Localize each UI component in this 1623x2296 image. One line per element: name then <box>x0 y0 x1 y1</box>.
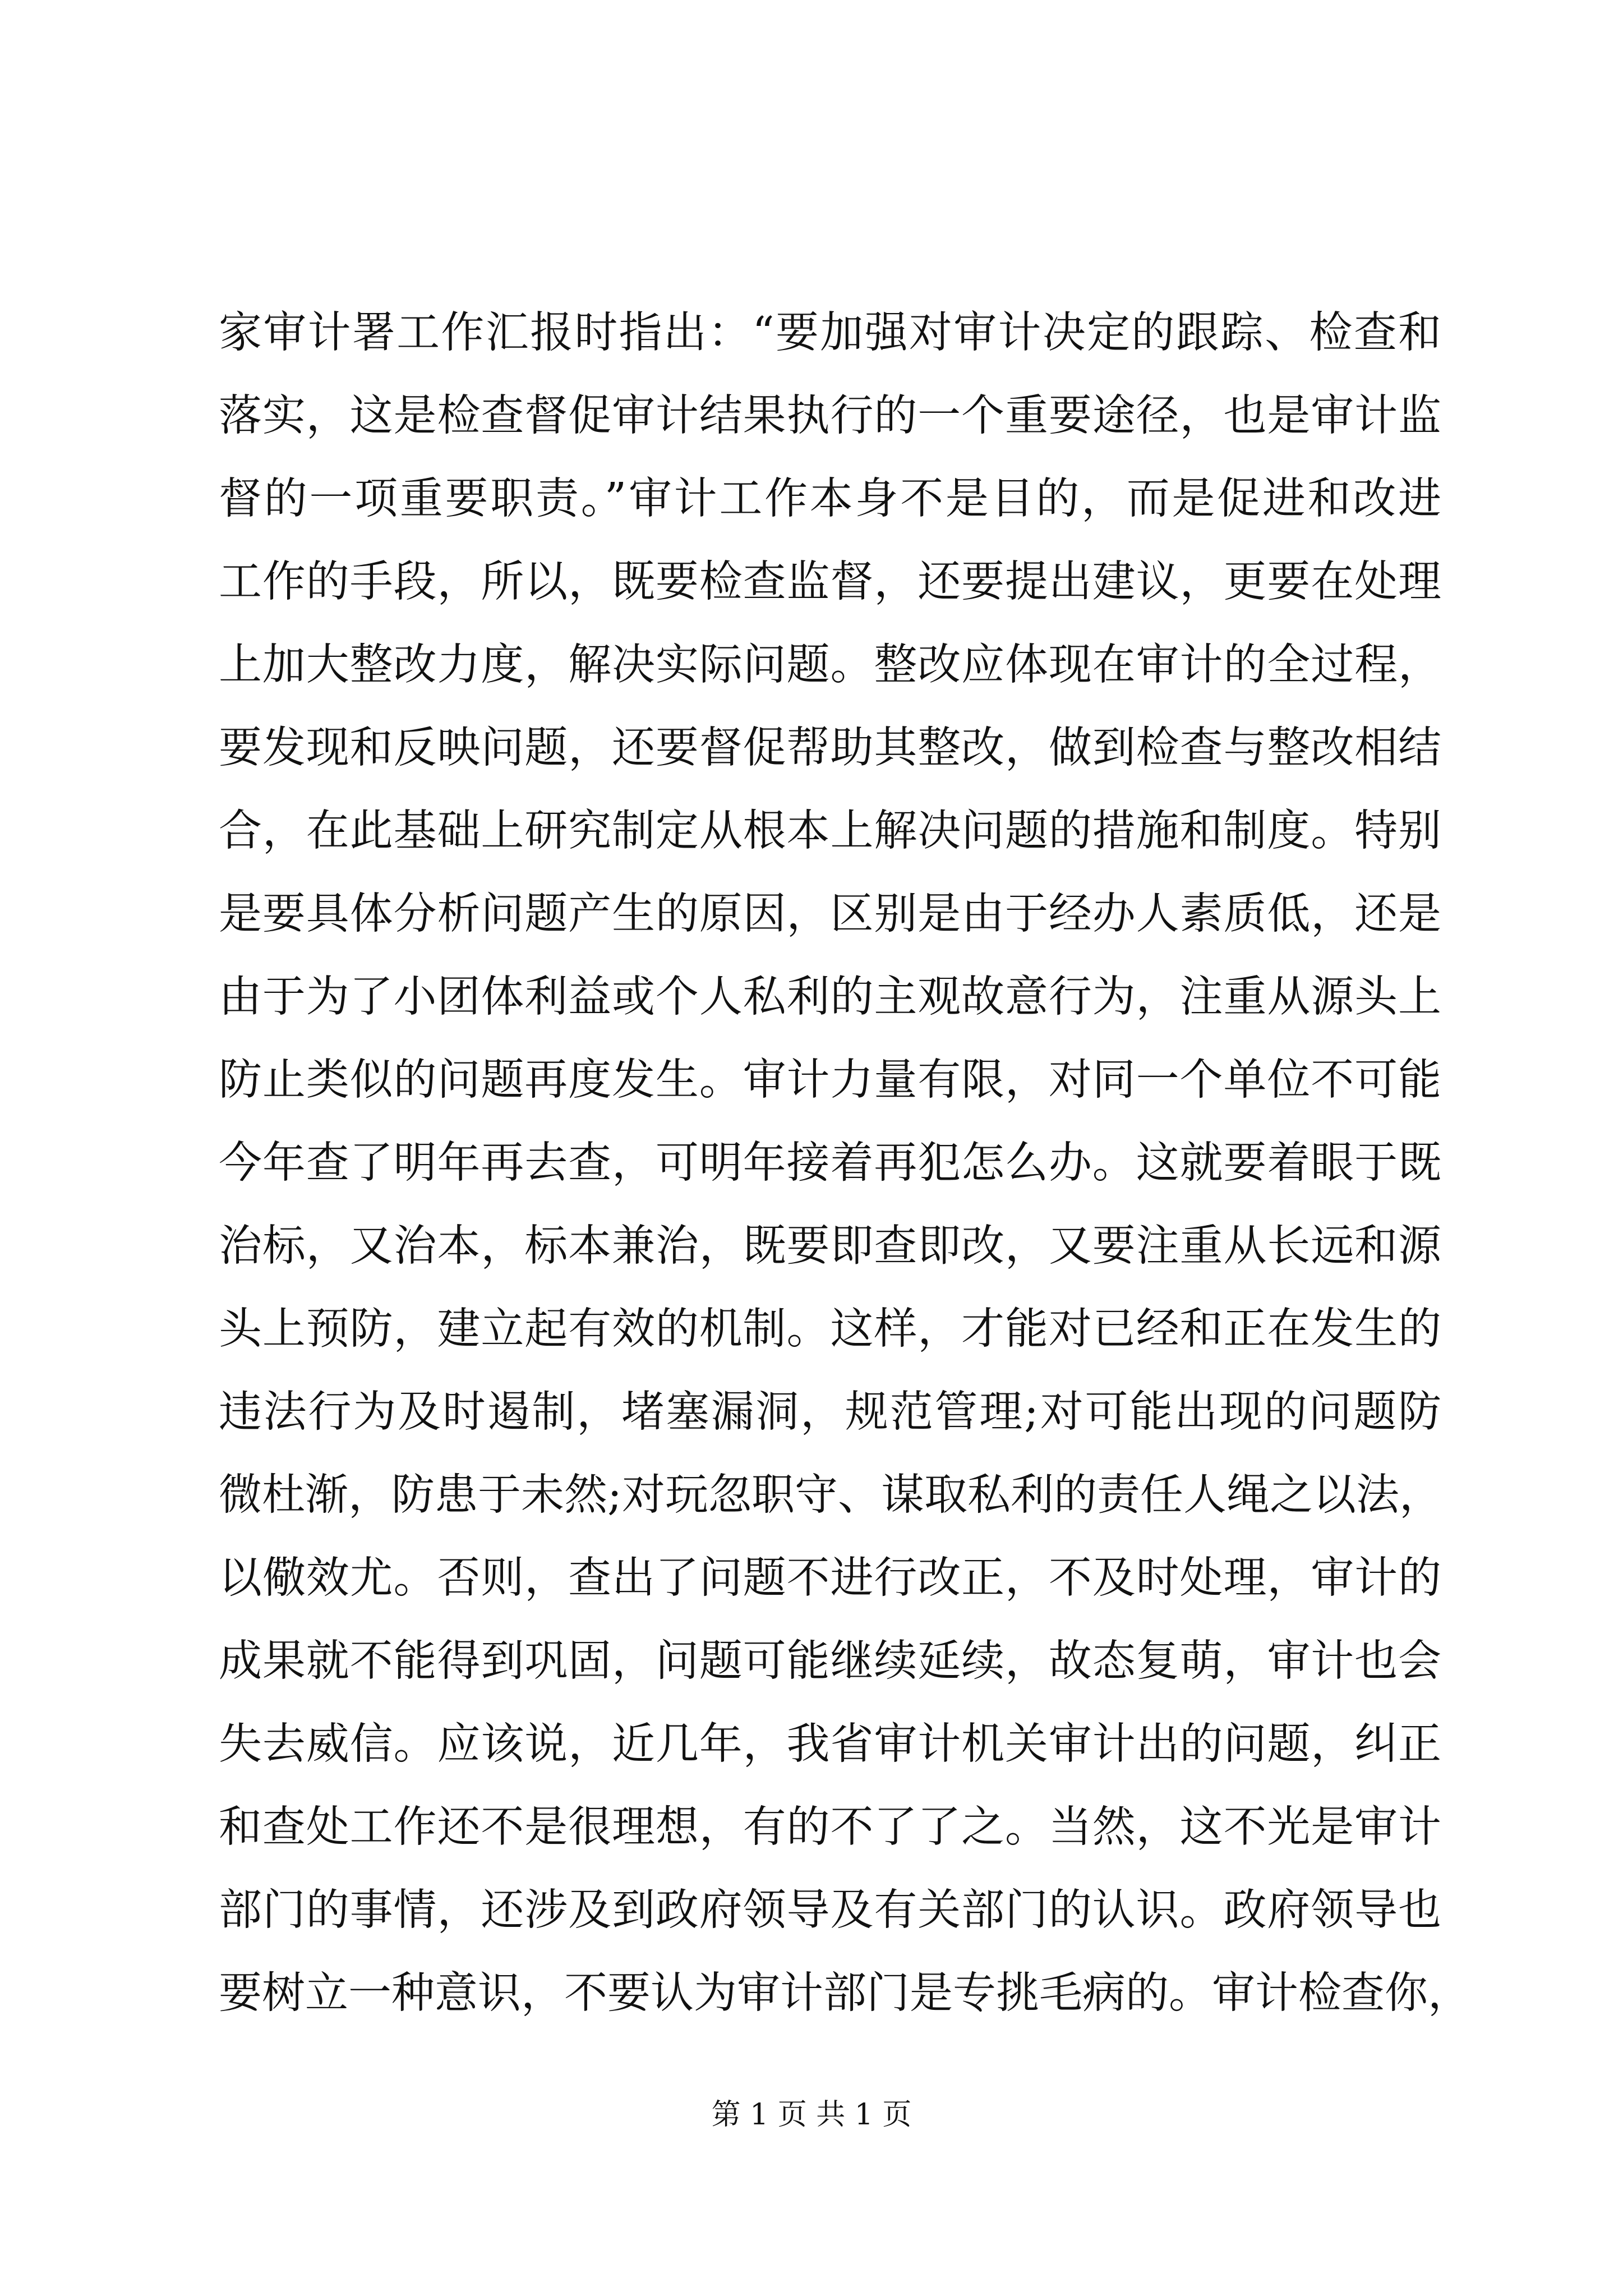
text-line: 部门的事情，还涉及到政府领导及有关部门的认识。政府领导也 <box>219 1885 1441 1935</box>
text-line: 成果就不能得到巩固，问题可能继续延续，故态复萌，审计也会 <box>219 1636 1441 1686</box>
text-line: 上加大整改力度，解决实际问题。整改应体现在审计的全过程， <box>219 640 1441 690</box>
text-line: 和查处工作还不是很理想，有的不了了之。当然，这不光是审计 <box>219 1802 1441 1852</box>
text-line: 督的一项重要职责。”审计工作本身不是目的，而是促进和改进 <box>219 474 1441 524</box>
text-line: 由于为了小团体利益或个人私利的主观故意行为，注重从源头上 <box>219 972 1441 1022</box>
text-line: 治标，又治本，标本兼治，既要即查即改，又要注重从长远和源 <box>219 1221 1441 1271</box>
text-line: 是要具体分析问题产生的原因，区别是由于经办人素质低，还是 <box>219 889 1441 939</box>
text-line: 违法行为及时遏制，堵塞漏洞，规范管理;对可能出现的问题防 <box>219 1387 1441 1437</box>
text-line: 防止类似的问题再度发生。审计力量有限，对同一个单位不可能 <box>219 1055 1441 1105</box>
text-line: 失去威信。应该说，近几年，我省审计机关审计出的问题，纠正 <box>219 1719 1441 1769</box>
text-line: 以儆效尤。否则，查出了问题不进行改正，不及时处理，审计的 <box>219 1553 1441 1603</box>
text-line: 要树立一种意识，不要认为审计部门是专挑毛病的。审计检查你， <box>219 1968 1471 2018</box>
text-line: 头上预防，建立起有效的机制。这样，才能对已经和正在发生的 <box>219 1304 1441 1354</box>
text-line: 家审计署工作汇报时指出：“要加强对审计决定的跟踪、检查和 <box>219 308 1441 358</box>
body-text <box>219 292 1471 2035</box>
text-line: 工作的手段，所以，既要检查监督，还要提出建议，更要在处理 <box>219 557 1441 607</box>
text-line: 合，在此基础上研究制定从根本上解决问题的措施和制度。特别 <box>219 806 1441 856</box>
page-footer: 第 1 页 共 1 页 <box>711 2098 912 2132</box>
text-line: 微杜渐，防患于未然;对玩忽职守、谋取私利的责任人绳之以法， <box>219 1470 1442 1520</box>
text-line: 落实，这是检查督促审计结果执行的一个重要途径，也是审计监 <box>219 391 1441 441</box>
text-line: 今年查了明年再去查，可明年接着再犯怎么办。这就要着眼于既 <box>219 1138 1441 1188</box>
text-line: 要发现和反映问题，还要督促帮助其整改，做到检查与整改相结 <box>219 723 1441 773</box>
